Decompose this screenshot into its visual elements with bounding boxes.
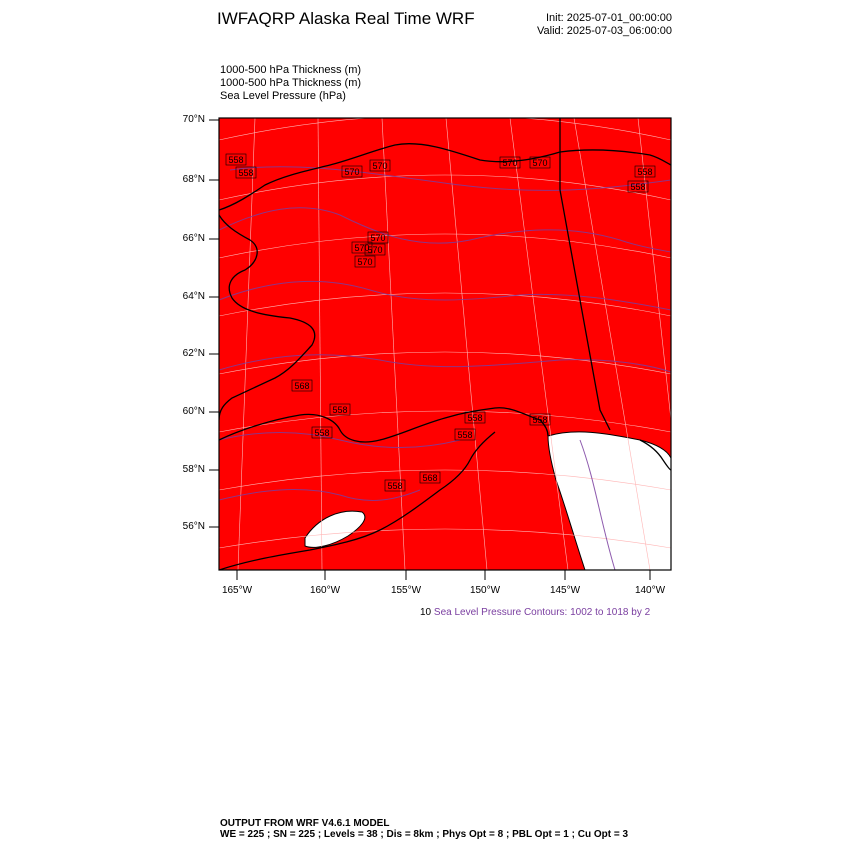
svg-text:558: 558	[457, 430, 473, 440]
svg-text:558: 558	[228, 155, 244, 165]
contour-label	[236, 167, 256, 178]
field-thickness-1: 1000-500 hPa Thickness (m)	[220, 64, 362, 76]
slp-legend-number: 10	[420, 607, 432, 618]
footer-config-line: WE = 225 ; SN = 225 ; Levels = 38 ; Dis = 8km ; Phys Opt = 8 ; PBL Opt = 1 ; Cu Opt = 3	[220, 829, 629, 840]
lat-label-68n: 68°N	[182, 174, 205, 185]
lat-label-66n: 66°N	[182, 233, 205, 244]
svg-text:570: 570	[532, 158, 548, 168]
lat-label-64n: 64°N	[182, 291, 205, 302]
lon-label-165w: 165°W	[221, 585, 253, 596]
svg-text:570: 570	[502, 158, 518, 168]
contour-label	[312, 427, 332, 438]
svg-text:570: 570	[372, 161, 388, 171]
map-plot-area	[219, 115, 671, 570]
lon-label-145w: 145°W	[549, 585, 581, 596]
svg-text:558: 558	[387, 481, 403, 491]
model-footer	[220, 818, 628, 840]
init-time: Init: 2025-07-01_00:00:00	[546, 12, 672, 24]
lat-label-70n: 70°N	[182, 114, 205, 125]
contour-label	[628, 181, 648, 192]
contour-label	[226, 154, 246, 165]
lat-label-58n: 58°N	[182, 464, 205, 475]
footer-model-line: OUTPUT FROM WRF V4.6.1 MODEL	[220, 818, 390, 829]
contour-label	[330, 404, 350, 415]
contour-label	[530, 157, 550, 168]
contour-label	[420, 472, 440, 483]
lat-label-56n: 56°N	[182, 521, 205, 532]
contour-label	[352, 242, 372, 253]
svg-text:558: 558	[238, 168, 254, 178]
lon-label-140w: 140°W	[634, 585, 666, 596]
svg-text:558: 558	[467, 413, 483, 423]
svg-text:570: 570	[357, 257, 373, 267]
field-thickness-2: 1000-500 hPa Thickness (m)	[220, 77, 362, 89]
valid-time: Valid: 2025-07-03_06:00:00	[537, 25, 672, 37]
contour-label	[355, 256, 375, 267]
svg-text:558: 558	[532, 415, 548, 425]
slp-contour-legend	[420, 607, 650, 618]
svg-text:568: 568	[294, 381, 310, 391]
contour-label	[530, 414, 550, 425]
contour-label	[635, 166, 655, 177]
lon-label-150w: 150°W	[469, 585, 501, 596]
svg-text:570: 570	[354, 243, 370, 253]
lon-label-155w: 155°W	[390, 585, 422, 596]
svg-text:570: 570	[370, 233, 386, 243]
slp-legend-text: Sea Level Pressure Contours: 1002 to 1018 by 2	[433, 607, 651, 618]
svg-text:558: 558	[637, 167, 653, 177]
contour-label	[368, 232, 388, 243]
svg-text:558: 558	[332, 405, 348, 415]
lat-label-62n: 62°N	[182, 348, 205, 359]
lat-label-60n: 60°N	[182, 406, 205, 417]
contour-label	[455, 429, 475, 440]
field-slp: Sea Level Pressure (hPa)	[220, 90, 346, 102]
svg-text:570: 570	[367, 245, 383, 255]
svg-text:558: 558	[314, 428, 330, 438]
contour-label	[465, 412, 485, 423]
contour-label	[385, 480, 405, 491]
contour-label	[500, 157, 520, 168]
contour-label	[370, 160, 390, 171]
svg-text:568: 568	[422, 473, 438, 483]
lon-label-160w: 160°W	[309, 585, 341, 596]
svg-text:570: 570	[344, 167, 360, 177]
map-title: IWFAQRP Alaska Real Time WRF	[217, 9, 475, 28]
contour-label	[342, 166, 362, 177]
svg-text:558: 558	[630, 182, 646, 192]
contour-label	[292, 380, 312, 391]
